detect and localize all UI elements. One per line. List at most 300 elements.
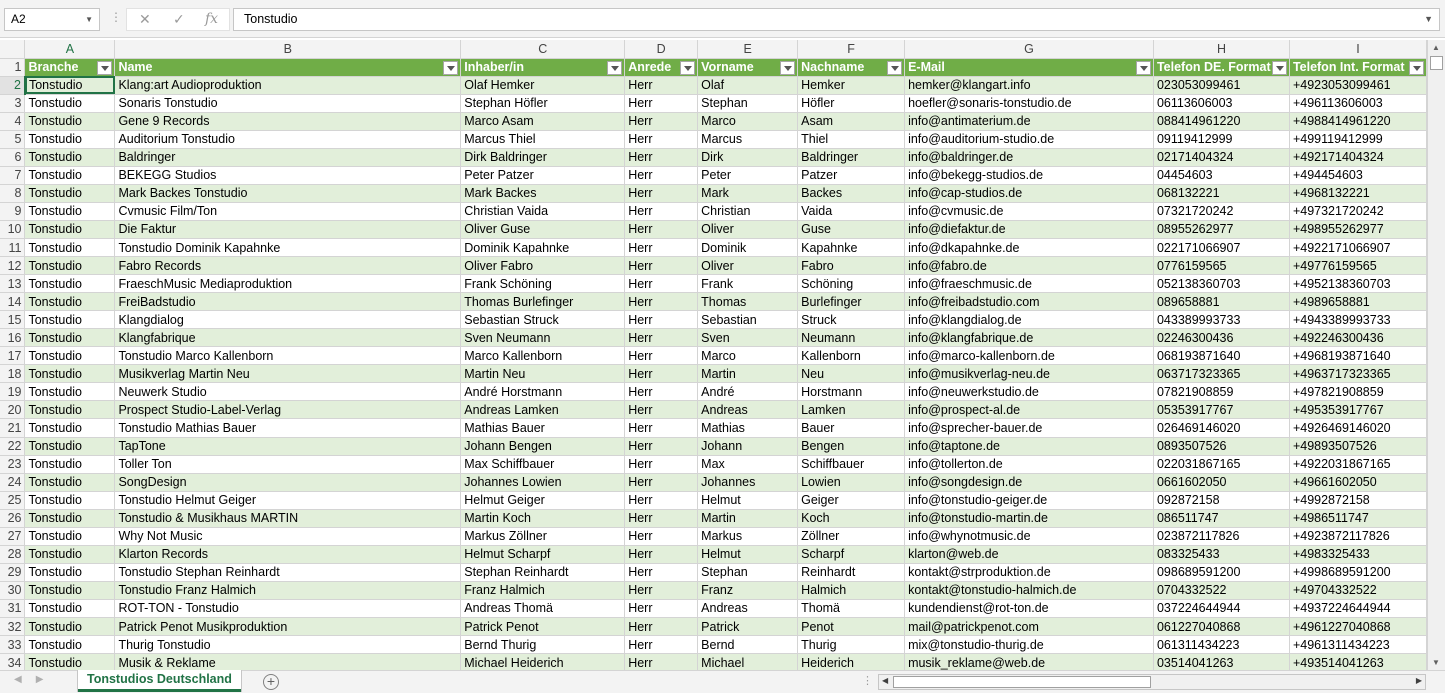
row-header[interactable]: 17 — [0, 347, 25, 365]
table-cell[interactable] — [905, 563, 1154, 581]
table-cell[interactable] — [25, 76, 115, 94]
table-cell[interactable] — [461, 509, 625, 527]
table-cell[interactable] — [698, 563, 798, 581]
table-cell[interactable] — [1153, 473, 1289, 491]
table-cell[interactable] — [1153, 618, 1289, 636]
row-header[interactable]: 25 — [0, 491, 25, 509]
table-cell[interactable] — [625, 636, 698, 654]
table-cell[interactable] — [461, 166, 625, 184]
row-header[interactable]: 11 — [0, 239, 25, 257]
table-cell[interactable] — [25, 329, 115, 347]
table-cell[interactable] — [905, 94, 1154, 112]
table-cell[interactable] — [1153, 491, 1289, 509]
table-cell[interactable] — [461, 239, 625, 257]
row-header[interactable]: 4 — [0, 112, 25, 130]
table-cell[interactable] — [25, 239, 115, 257]
table-cell[interactable] — [625, 509, 698, 527]
table-cell[interactable] — [798, 509, 905, 527]
row-header[interactable]: 9 — [0, 202, 25, 220]
table-cell[interactable] — [25, 275, 115, 293]
table-cell[interactable] — [698, 76, 798, 94]
header-cell[interactable] — [1289, 58, 1426, 76]
table-cell[interactable] — [115, 581, 461, 599]
table-cell[interactable] — [798, 220, 905, 238]
table-cell[interactable] — [25, 563, 115, 581]
column-header-g[interactable]: G — [905, 40, 1154, 58]
table-cell[interactable] — [625, 545, 698, 563]
table-cell[interactable] — [1153, 112, 1289, 130]
row-header[interactable]: 5 — [0, 130, 25, 148]
table-cell[interactable] — [905, 239, 1154, 257]
table-cell[interactable] — [25, 599, 115, 617]
table-cell[interactable] — [461, 437, 625, 455]
table-cell[interactable] — [1289, 599, 1426, 617]
row-header[interactable]: 16 — [0, 329, 25, 347]
table-cell[interactable] — [1153, 166, 1289, 184]
table-cell[interactable] — [1153, 94, 1289, 112]
table-cell[interactable] — [1153, 148, 1289, 166]
table-cell[interactable] — [798, 329, 905, 347]
table-cell[interactable] — [1289, 545, 1426, 563]
table-cell[interactable] — [798, 365, 905, 383]
table-cell[interactable] — [1153, 455, 1289, 473]
table-cell[interactable] — [1289, 329, 1426, 347]
table-cell[interactable] — [625, 563, 698, 581]
table-cell[interactable] — [905, 293, 1154, 311]
table-cell[interactable] — [698, 599, 798, 617]
table-cell[interactable] — [115, 275, 461, 293]
table-cell[interactable] — [798, 654, 905, 670]
table-cell[interactable] — [1153, 347, 1289, 365]
filter-dropdown-icon[interactable] — [680, 61, 695, 75]
table-cell[interactable] — [1289, 112, 1426, 130]
table-cell[interactable] — [698, 401, 798, 419]
table-cell[interactable] — [798, 148, 905, 166]
row-header[interactable]: 27 — [0, 527, 25, 545]
table-cell[interactable] — [798, 636, 905, 654]
table-cell[interactable] — [1153, 311, 1289, 329]
table-cell[interactable] — [698, 112, 798, 130]
table-cell[interactable] — [698, 437, 798, 455]
table-cell[interactable] — [115, 563, 461, 581]
table-cell[interactable] — [625, 166, 698, 184]
table-cell[interactable] — [25, 130, 115, 148]
table-cell[interactable] — [1153, 401, 1289, 419]
table-cell[interactable] — [1289, 166, 1426, 184]
table-cell[interactable] — [798, 437, 905, 455]
table-cell[interactable] — [905, 636, 1154, 654]
table-cell[interactable] — [1289, 618, 1426, 636]
filter-dropdown-icon[interactable] — [607, 61, 622, 75]
table-cell[interactable] — [115, 112, 461, 130]
table-cell[interactable] — [625, 347, 698, 365]
header-cell[interactable] — [115, 58, 461, 76]
table-cell[interactable] — [905, 166, 1154, 184]
table-cell[interactable] — [1289, 365, 1426, 383]
table-cell[interactable] — [625, 455, 698, 473]
row-header[interactable]: 10 — [0, 220, 25, 238]
table-cell[interactable] — [798, 545, 905, 563]
table-cell[interactable] — [25, 654, 115, 670]
table-cell[interactable] — [905, 473, 1154, 491]
horizontal-scrollbar[interactable] — [878, 674, 1426, 690]
table-cell[interactable] — [115, 401, 461, 419]
table-cell[interactable] — [25, 455, 115, 473]
filter-dropdown-icon[interactable] — [1136, 61, 1151, 75]
table-cell[interactable] — [625, 112, 698, 130]
table-cell[interactable] — [798, 112, 905, 130]
table-cell[interactable] — [25, 220, 115, 238]
table-cell[interactable] — [698, 148, 798, 166]
table-cell[interactable] — [798, 184, 905, 202]
table-cell[interactable] — [798, 618, 905, 636]
table-cell[interactable] — [1289, 509, 1426, 527]
table-cell[interactable] — [25, 202, 115, 220]
table-cell[interactable] — [115, 599, 461, 617]
table-cell[interactable] — [905, 509, 1154, 527]
table-cell[interactable] — [798, 563, 905, 581]
table-cell[interactable] — [798, 166, 905, 184]
column-header-h[interactable]: H — [1153, 40, 1289, 58]
table-cell[interactable] — [115, 239, 461, 257]
table-cell[interactable] — [115, 618, 461, 636]
table-cell[interactable] — [798, 275, 905, 293]
table-cell[interactable] — [461, 545, 625, 563]
row-header[interactable]: 22 — [0, 437, 25, 455]
table-cell[interactable] — [905, 545, 1154, 563]
table-cell[interactable] — [1153, 383, 1289, 401]
row-header[interactable]: 12 — [0, 257, 25, 275]
formula-input[interactable] — [233, 8, 1440, 31]
table-cell[interactable] — [698, 509, 798, 527]
table-cell[interactable] — [698, 491, 798, 509]
table-cell[interactable] — [461, 491, 625, 509]
table-cell[interactable] — [461, 527, 625, 545]
table-cell[interactable] — [625, 599, 698, 617]
table-cell[interactable] — [905, 202, 1154, 220]
table-cell[interactable] — [625, 275, 698, 293]
table-cell[interactable] — [1289, 148, 1426, 166]
row-header[interactable]: 6 — [0, 148, 25, 166]
table-cell[interactable] — [25, 94, 115, 112]
enter-icon[interactable]: ✓ — [173, 11, 185, 27]
row-header[interactable]: 34 — [0, 654, 25, 670]
table-cell[interactable] — [1153, 654, 1289, 670]
table-cell[interactable] — [1153, 365, 1289, 383]
table-cell[interactable] — [1289, 202, 1426, 220]
column-header-i[interactable]: I — [1289, 40, 1426, 58]
table-cell[interactable] — [461, 347, 625, 365]
table-cell[interactable] — [1289, 275, 1426, 293]
table-cell[interactable] — [115, 94, 461, 112]
table-cell[interactable] — [698, 419, 798, 437]
table-cell[interactable] — [25, 473, 115, 491]
expand-formula-icon[interactable]: ▼ — [1424, 14, 1433, 24]
scroll-left-icon[interactable]: ◀ — [882, 676, 889, 685]
table-cell[interactable] — [625, 202, 698, 220]
table-cell[interactable] — [115, 130, 461, 148]
table-cell[interactable] — [25, 581, 115, 599]
table-cell[interactable] — [115, 419, 461, 437]
table-cell[interactable] — [1153, 257, 1289, 275]
table-cell[interactable] — [905, 76, 1154, 94]
table-cell[interactable] — [1289, 347, 1426, 365]
table-cell[interactable] — [1289, 437, 1426, 455]
table-cell[interactable] — [25, 365, 115, 383]
table-cell[interactable] — [798, 527, 905, 545]
table-cell[interactable] — [461, 148, 625, 166]
table-cell[interactable] — [905, 581, 1154, 599]
table-cell[interactable] — [698, 202, 798, 220]
table-cell[interactable] — [115, 654, 461, 670]
table-cell[interactable] — [461, 383, 625, 401]
table-cell[interactable] — [625, 94, 698, 112]
row-header[interactable]: 18 — [0, 365, 25, 383]
header-cell[interactable] — [25, 58, 115, 76]
vertical-scrollbar[interactable] — [1427, 40, 1445, 670]
row-header[interactable]: 32 — [0, 618, 25, 636]
table-cell[interactable] — [798, 491, 905, 509]
header-cell[interactable] — [905, 58, 1154, 76]
table-cell[interactable] — [905, 491, 1154, 509]
table-cell[interactable] — [905, 148, 1154, 166]
table-cell[interactable] — [115, 148, 461, 166]
cancel-icon[interactable]: ✕ — [139, 11, 151, 27]
table-cell[interactable] — [698, 130, 798, 148]
table-cell[interactable] — [625, 76, 698, 94]
table-cell[interactable] — [25, 347, 115, 365]
table-cell[interactable] — [625, 383, 698, 401]
name-box[interactable] — [4, 8, 100, 31]
table-cell[interactable] — [798, 401, 905, 419]
table-cell[interactable] — [461, 563, 625, 581]
column-header-f[interactable]: F — [798, 40, 905, 58]
row-header[interactable]: 2 — [0, 76, 25, 94]
table-cell[interactable] — [1153, 184, 1289, 202]
add-sheet-icon[interactable]: + — [263, 674, 279, 690]
table-cell[interactable] — [698, 166, 798, 184]
horizontal-scroll-thumb[interactable] — [893, 676, 1151, 688]
table-cell[interactable] — [625, 527, 698, 545]
table-cell[interactable] — [625, 419, 698, 437]
column-header-e[interactable]: E — [698, 40, 798, 58]
table-cell[interactable] — [698, 654, 798, 670]
table-cell[interactable] — [461, 473, 625, 491]
table-cell[interactable] — [461, 220, 625, 238]
table-cell[interactable] — [461, 112, 625, 130]
table-cell[interactable] — [698, 527, 798, 545]
table-cell[interactable] — [698, 383, 798, 401]
table-cell[interactable] — [115, 347, 461, 365]
table-cell[interactable] — [115, 509, 461, 527]
table-cell[interactable] — [25, 527, 115, 545]
table-cell[interactable] — [25, 166, 115, 184]
table-cell[interactable] — [798, 202, 905, 220]
row-header[interactable]: 30 — [0, 581, 25, 599]
table-cell[interactable] — [905, 419, 1154, 437]
table-cell[interactable] — [798, 473, 905, 491]
table-cell[interactable] — [625, 365, 698, 383]
table-cell[interactable] — [115, 636, 461, 654]
row-header[interactable]: 23 — [0, 455, 25, 473]
table-cell[interactable] — [698, 581, 798, 599]
table-cell[interactable] — [461, 329, 625, 347]
table-cell[interactable] — [698, 94, 798, 112]
table-cell[interactable] — [798, 257, 905, 275]
table-cell[interactable] — [1153, 636, 1289, 654]
table-cell[interactable] — [698, 618, 798, 636]
table-cell[interactable] — [1289, 257, 1426, 275]
table-cell[interactable] — [25, 311, 115, 329]
table-cell[interactable] — [25, 437, 115, 455]
row-header[interactable]: 28 — [0, 545, 25, 563]
header-cell[interactable] — [1153, 58, 1289, 76]
table-cell[interactable] — [905, 329, 1154, 347]
column-header-b[interactable]: B — [115, 40, 461, 58]
table-cell[interactable] — [905, 257, 1154, 275]
scroll-right-icon[interactable]: ▶ — [1415, 676, 1422, 685]
table-cell[interactable] — [1289, 473, 1426, 491]
filter-dropdown-icon[interactable] — [443, 61, 458, 75]
row-header[interactable]: 15 — [0, 311, 25, 329]
table-cell[interactable] — [798, 94, 905, 112]
table-cell[interactable] — [1153, 545, 1289, 563]
table-cell[interactable] — [461, 455, 625, 473]
table-cell[interactable] — [905, 365, 1154, 383]
filter-dropdown-icon[interactable] — [887, 61, 902, 75]
table-cell[interactable] — [625, 437, 698, 455]
table-cell[interactable] — [698, 275, 798, 293]
table-cell[interactable] — [698, 455, 798, 473]
table-cell[interactable] — [698, 184, 798, 202]
row-header[interactable]: 19 — [0, 383, 25, 401]
select-all-corner[interactable] — [0, 40, 25, 58]
split-handle-icon[interactable]: ⋮ — [862, 675, 873, 687]
table-cell[interactable] — [625, 401, 698, 419]
table-cell[interactable] — [461, 94, 625, 112]
table-cell[interactable] — [905, 437, 1154, 455]
table-cell[interactable] — [25, 148, 115, 166]
table-cell[interactable] — [698, 545, 798, 563]
table-cell[interactable] — [115, 311, 461, 329]
table-cell[interactable] — [115, 202, 461, 220]
table-cell[interactable] — [1289, 239, 1426, 257]
table-cell[interactable] — [25, 383, 115, 401]
table-cell[interactable] — [461, 202, 625, 220]
table-cell[interactable] — [1153, 509, 1289, 527]
table-cell[interactable] — [461, 184, 625, 202]
table-cell[interactable] — [625, 491, 698, 509]
table-cell[interactable] — [625, 239, 698, 257]
insert-function-icon[interactable]: fx — [205, 11, 219, 27]
table-cell[interactable] — [1153, 599, 1289, 617]
table-cell[interactable] — [1289, 563, 1426, 581]
table-cell[interactable] — [25, 618, 115, 636]
table-cell[interactable] — [798, 311, 905, 329]
table-cell[interactable] — [461, 275, 625, 293]
filter-dropdown-icon[interactable] — [780, 61, 795, 75]
table-cell[interactable] — [905, 618, 1154, 636]
table-cell[interactable] — [115, 455, 461, 473]
table-cell[interactable] — [698, 311, 798, 329]
table-cell[interactable] — [1289, 636, 1426, 654]
table-cell[interactable] — [698, 239, 798, 257]
table-cell[interactable] — [25, 491, 115, 509]
table-cell[interactable] — [905, 184, 1154, 202]
table-cell[interactable] — [1153, 527, 1289, 545]
table-cell[interactable] — [115, 166, 461, 184]
table-cell[interactable] — [1289, 293, 1426, 311]
row-header[interactable]: 3 — [0, 94, 25, 112]
table-cell[interactable] — [1289, 130, 1426, 148]
table-cell[interactable] — [905, 654, 1154, 670]
table-cell[interactable] — [115, 473, 461, 491]
table-cell[interactable] — [115, 527, 461, 545]
table-cell[interactable] — [461, 365, 625, 383]
table-cell[interactable] — [461, 293, 625, 311]
table-cell[interactable] — [25, 636, 115, 654]
table-cell[interactable] — [905, 275, 1154, 293]
table-cell[interactable] — [1153, 220, 1289, 238]
column-header-d[interactable]: D — [625, 40, 698, 58]
row-header[interactable]: 14 — [0, 293, 25, 311]
table-cell[interactable] — [905, 130, 1154, 148]
table-cell[interactable] — [625, 184, 698, 202]
table-cell[interactable] — [1289, 491, 1426, 509]
table-cell[interactable] — [1289, 184, 1426, 202]
table-cell[interactable] — [461, 599, 625, 617]
filter-dropdown-icon[interactable] — [1272, 61, 1287, 75]
header-cell[interactable] — [698, 58, 798, 76]
sheet-nav-arrows-icon[interactable]: ◀▶ — [14, 674, 58, 685]
table-cell[interactable] — [698, 293, 798, 311]
table-cell[interactable] — [1153, 239, 1289, 257]
table-cell[interactable] — [1289, 220, 1426, 238]
table-cell[interactable] — [698, 329, 798, 347]
table-cell[interactable] — [115, 76, 461, 94]
table-cell[interactable] — [1153, 76, 1289, 94]
table-cell[interactable] — [25, 419, 115, 437]
table-cell[interactable] — [115, 545, 461, 563]
table-cell[interactable] — [1153, 581, 1289, 599]
table-cell[interactable] — [1153, 419, 1289, 437]
row-header[interactable]: 24 — [0, 473, 25, 491]
table-cell[interactable] — [625, 311, 698, 329]
row-header[interactable]: 33 — [0, 636, 25, 654]
filter-dropdown-icon[interactable] — [97, 61, 112, 75]
table-cell[interactable] — [905, 455, 1154, 473]
vertical-scroll-thumb[interactable] — [1430, 56, 1443, 70]
row-header[interactable]: 21 — [0, 419, 25, 437]
table-cell[interactable] — [798, 455, 905, 473]
table-cell[interactable] — [798, 383, 905, 401]
header-cell[interactable] — [798, 58, 905, 76]
table-cell[interactable] — [115, 293, 461, 311]
column-header-c[interactable]: C — [461, 40, 625, 58]
table-cell[interactable] — [1153, 202, 1289, 220]
table-cell[interactable] — [1289, 401, 1426, 419]
table-cell[interactable] — [461, 130, 625, 148]
table-cell[interactable] — [905, 527, 1154, 545]
table-cell[interactable] — [1289, 94, 1426, 112]
table-cell[interactable] — [798, 239, 905, 257]
table-cell[interactable] — [461, 401, 625, 419]
row-header[interactable]: 29 — [0, 563, 25, 581]
table-cell[interactable] — [798, 419, 905, 437]
table-cell[interactable] — [115, 437, 461, 455]
row-header[interactable]: 13 — [0, 275, 25, 293]
table-cell[interactable] — [625, 293, 698, 311]
